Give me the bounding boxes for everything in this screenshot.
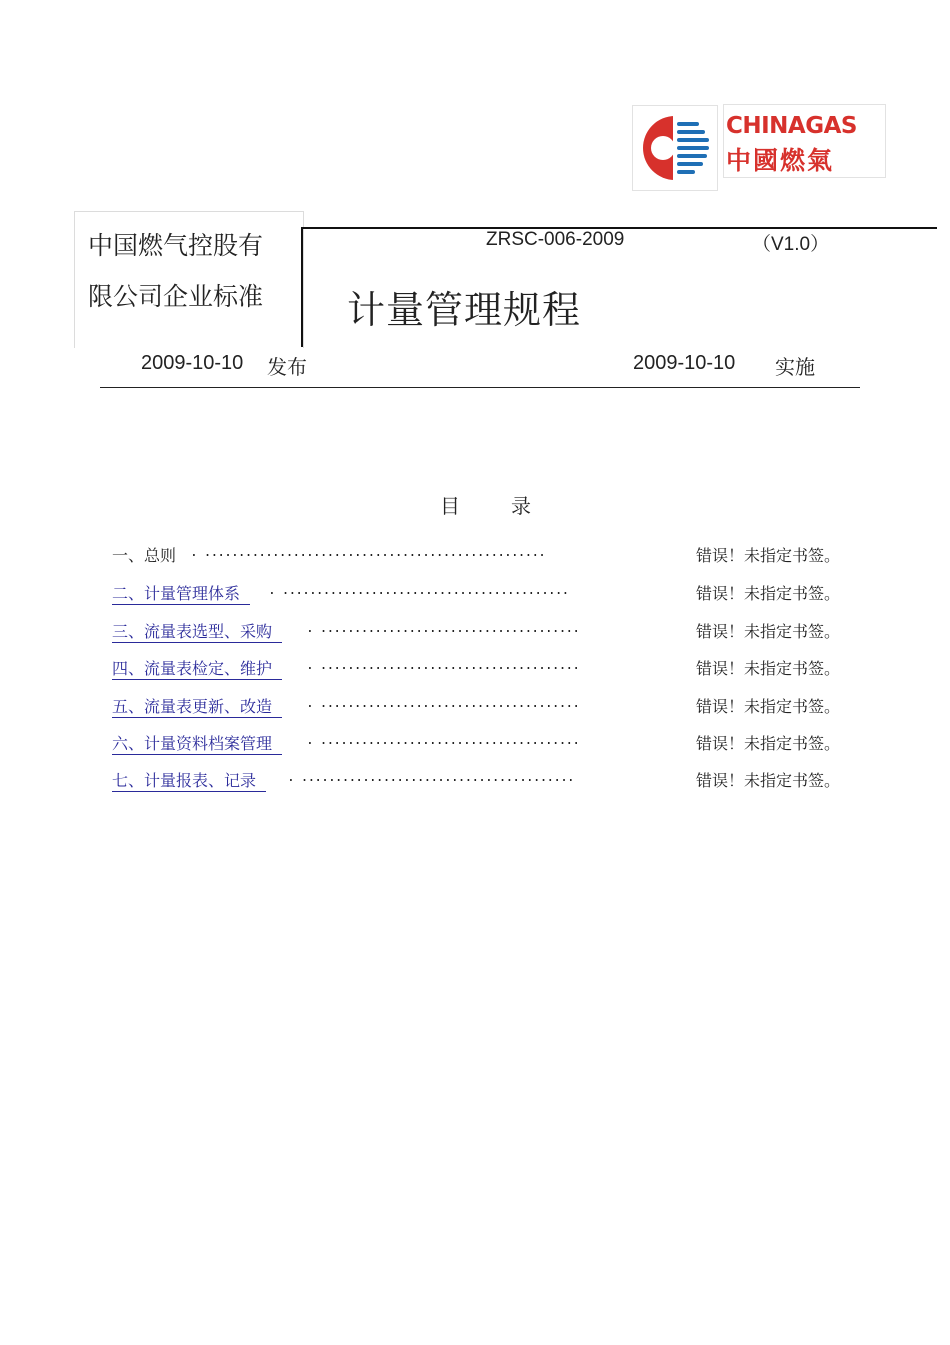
toc-item-page-ref: 错误！未指定书签。: [696, 734, 841, 753]
document-title: 计量管理规程: [347, 288, 582, 332]
company-name-line-2: 限公司企业标准: [88, 282, 264, 311]
toc-heading-char-1: 目: [440, 494, 460, 518]
toc-leader-dots: . ......................................: [306, 696, 580, 711]
issue-label: 发布: [267, 355, 307, 379]
issue-date: 2009-10-10: [141, 352, 244, 374]
toc-item-title: 一、总则: [112, 546, 177, 565]
china-gas-emblem-icon: [633, 106, 717, 190]
implementation-date: 2009-10-10: [633, 352, 736, 374]
toc-leader-dots: . ........................................: [287, 770, 574, 785]
toc-item-archive-management[interactable]: [112, 731, 852, 755]
toc-heading-char-2: 录: [511, 494, 531, 518]
toc-leader-dots: . ..................................................: [190, 545, 545, 560]
document-code: ZRSC-006-2009: [486, 229, 625, 250]
toc-item-page-ref: 错误！未指定书签。: [696, 771, 841, 790]
toc-item-link[interactable]: 二、计量管理体系: [112, 581, 250, 605]
toc-item-link[interactable]: 三、流量表选型、采购: [112, 619, 282, 643]
toc-item-selection-purchase[interactable]: [112, 619, 852, 643]
toc-leader-dots: . ......................................: [306, 733, 580, 748]
toc-leader-dots: . ......................................: [306, 621, 580, 636]
toc-item-general[interactable]: [112, 543, 852, 567]
implementation-label: 实施: [775, 355, 815, 379]
header-divider-rule: [301, 227, 303, 347]
logo-emblem: [632, 105, 718, 191]
toc-leader-dots: . ......................................: [306, 658, 580, 673]
toc-item-page-ref: 错误！未指定书签。: [696, 622, 841, 641]
toc-item-link[interactable]: 五、流量表更新、改造: [112, 694, 282, 718]
toc-item-reports-records[interactable]: [112, 768, 852, 792]
toc-item-page-ref: 错误！未指定书签。: [696, 697, 841, 716]
toc-item-page-ref: 错误！未指定书签。: [696, 659, 841, 678]
document-version: （V1.0）: [752, 234, 830, 255]
toc-leader-dots: . ..........................................: [268, 583, 569, 598]
logo-wordmark: [723, 104, 886, 178]
toc-item-link[interactable]: 四、流量表检定、维护: [112, 656, 282, 680]
toc-item-page-ref: 错误！未指定书签。: [696, 584, 841, 603]
company-name-line-1: 中国燃气控股有: [88, 231, 264, 260]
company-standard-box: [74, 211, 304, 348]
logo-chinese: 中國燃氣: [726, 146, 835, 175]
toc-item-link[interactable]: 六、计量资料档案管理: [112, 731, 282, 755]
logo-english: CHINAGAS: [726, 113, 857, 139]
toc-item-update-renovation[interactable]: [112, 694, 852, 718]
toc-item-link[interactable]: 七、计量报表、记录: [112, 768, 266, 792]
toc-item-verification-maintenance[interactable]: [112, 656, 852, 680]
header-bottom-rule: [100, 387, 860, 388]
toc-item-page-ref: 错误！未指定书签。: [696, 546, 841, 565]
toc-item-management-system[interactable]: [112, 581, 852, 605]
